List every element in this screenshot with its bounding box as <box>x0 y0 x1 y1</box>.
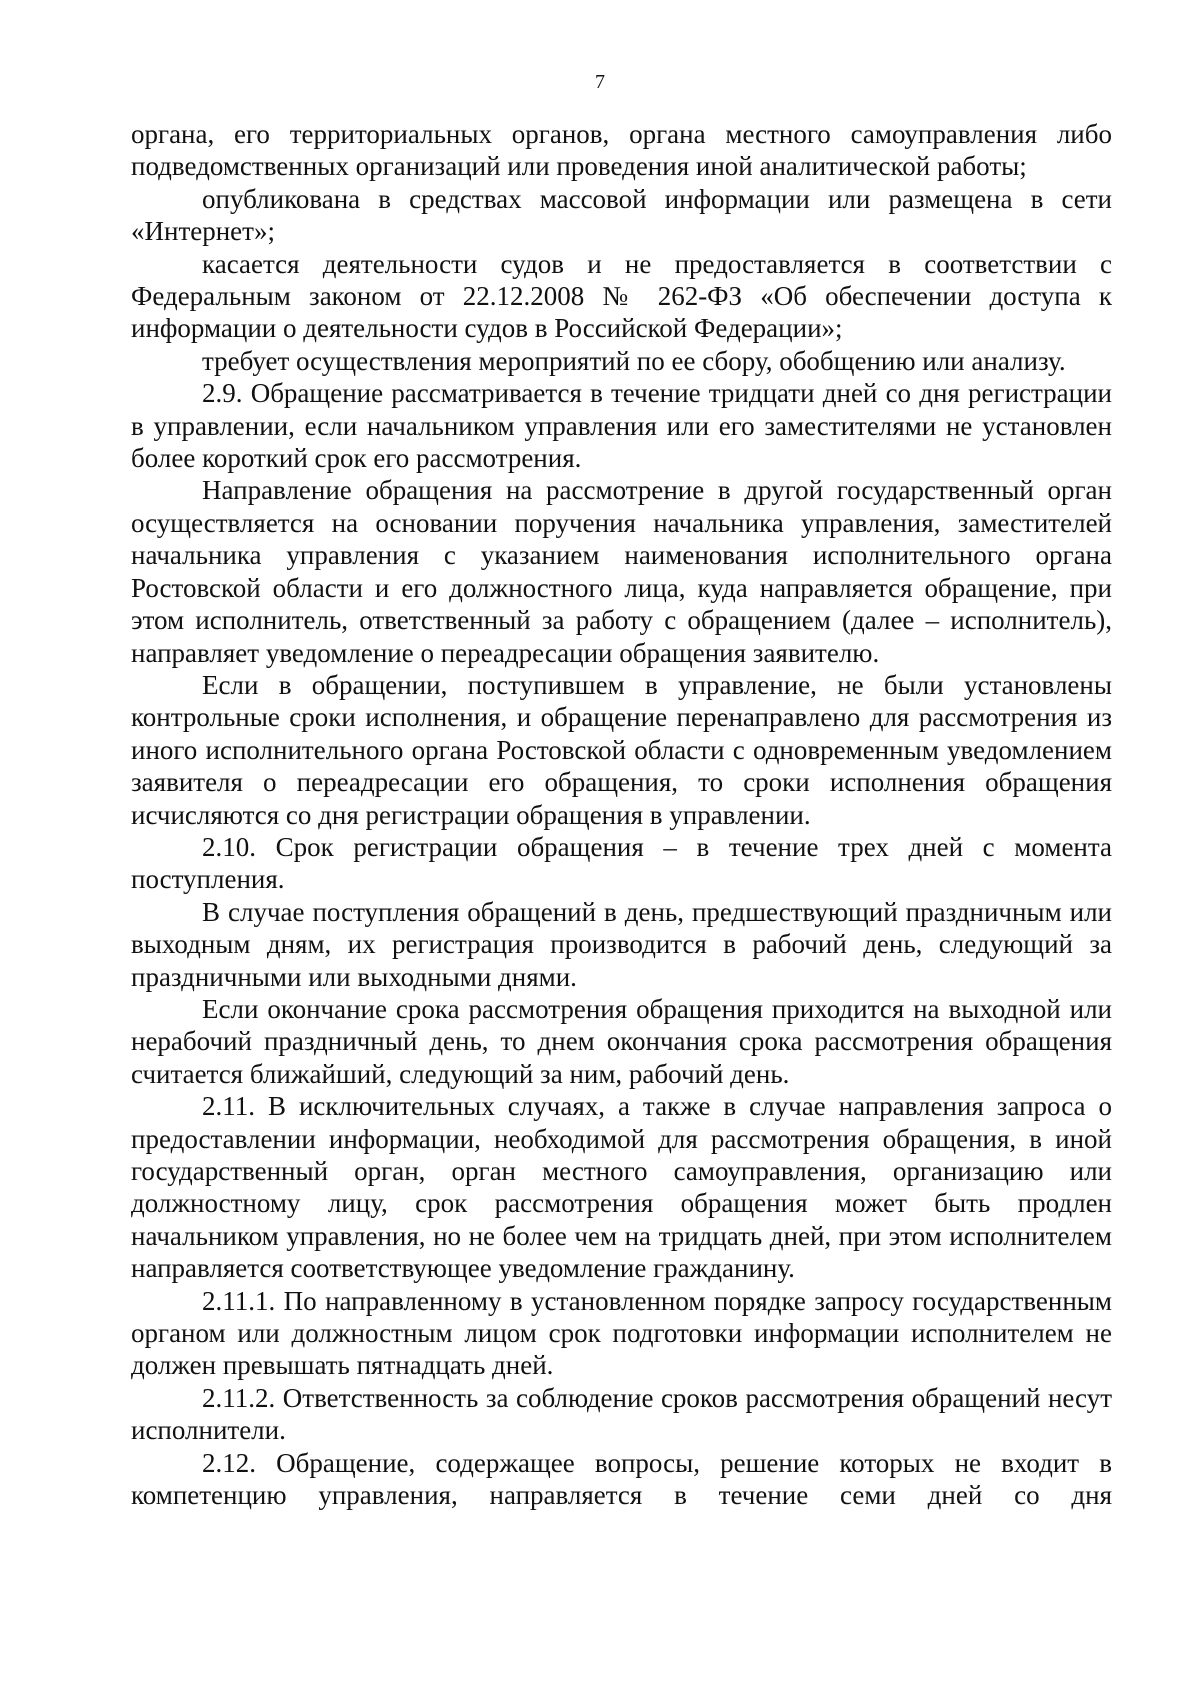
paragraph-2-11: 2.11. В исключительных случаях, а также в случае направления запроса о предоставлении информации, необходимой для рассмотрения обращения, в иной государственный орган, орган местного самоуправления, организацию или должностному лицу, срок рассмотрения обращения может быть продлен начальником управления, но не более чем на тридцать дней, при этом исполнителем направляется соответствующее уведомление гражданину. <box>131 1091 1112 1284</box>
paragraph-2-10: 2.10. Срок регистрации обращения – в течение трех дней с момента поступления. <box>131 831 1112 895</box>
paragraph-2-11-2: 2.11.2. Ответственность за соблюдение сроков рассмотрения обращений несут исполнители. <box>131 1382 1112 1446</box>
paragraph-holiday-registration: В случае поступления обращений в день, предшествующий праздничным или выходным дням, их регистрация производится в рабочий день, следующий за праздничными или выходными днями. <box>131 896 1112 992</box>
paragraph-continuation: органа, его территориальных органов, органа местного самоуправления либо подведомственных организаций или проведения иной аналитической работы; <box>131 119 1112 182</box>
paragraph-redirection: Направление обращения на рассмотрение в другой государственный орган осуществляется на основании поручения начальника управления, заместителей начальника управления с указанием наименования исполнительного органа Ростовской области и его должностного лица, куда направляется обращение, при этом исполнитель, ответственный за работу с обращением (далее – исполнитель), направляет уведомление о переадресации обращения заявителю. <box>131 475 1112 668</box>
paragraph-list-item-published: опубликована в средствах массовой информации или размещена в сети «Интернет»; <box>131 183 1112 247</box>
page-number: 7 <box>595 71 605 93</box>
paragraph-list-item-courts: касается деятельности судов и не предоставляется в соответствии с Федеральным законом от 22.12.2008 № 262-ФЗ «Об обеспечении доступа к информации о деятельности судов в Российской Федерации»; <box>131 248 1112 344</box>
paragraph-list-item-analysis: требует осуществления мероприятий по ее сбору, обобщению или анализу. <box>202 345 1066 376</box>
document-body <box>131 118 1112 1511</box>
paragraph-2-12: 2.12. Обращение, содержащее вопросы, решение которых не входит в компетенцию управления, направляется в течение семи дней со дня <box>131 1447 1112 1511</box>
paragraph-control-deadlines: Если в обращении, поступившем в управление, не были установлены контрольные сроки исполнения, и обращение перенаправлено для рассмотрения из иного исполнительного органа Ростовской области с одновременным уведомлением заявителя о переадресации его обращения, то сроки исполнения обращения исчисляются со дня регистрации обращения в управлении. <box>131 669 1112 830</box>
paragraph-2-11-1: 2.11.1. По направленному в установленном порядке запросу государственным органом или должностным лицом срок подготовки информации исполнителем не должен превышать пятнадцать дней. <box>131 1285 1112 1381</box>
paragraph-2-9: 2.9. Обращение рассматривается в течение тридцати дней со дня регистрации в управлении, если начальником управления или его заместителями не установлен более короткий срок его рассмотрения. <box>131 378 1112 474</box>
paragraph-deadline-end: Если окончание срока рассмотрения обращения приходится на выходной или нерабочий праздничный день, то днем окончания срока рассмотрения обращения считается ближайший, следующий за ним, рабочий день. <box>131 993 1112 1089</box>
